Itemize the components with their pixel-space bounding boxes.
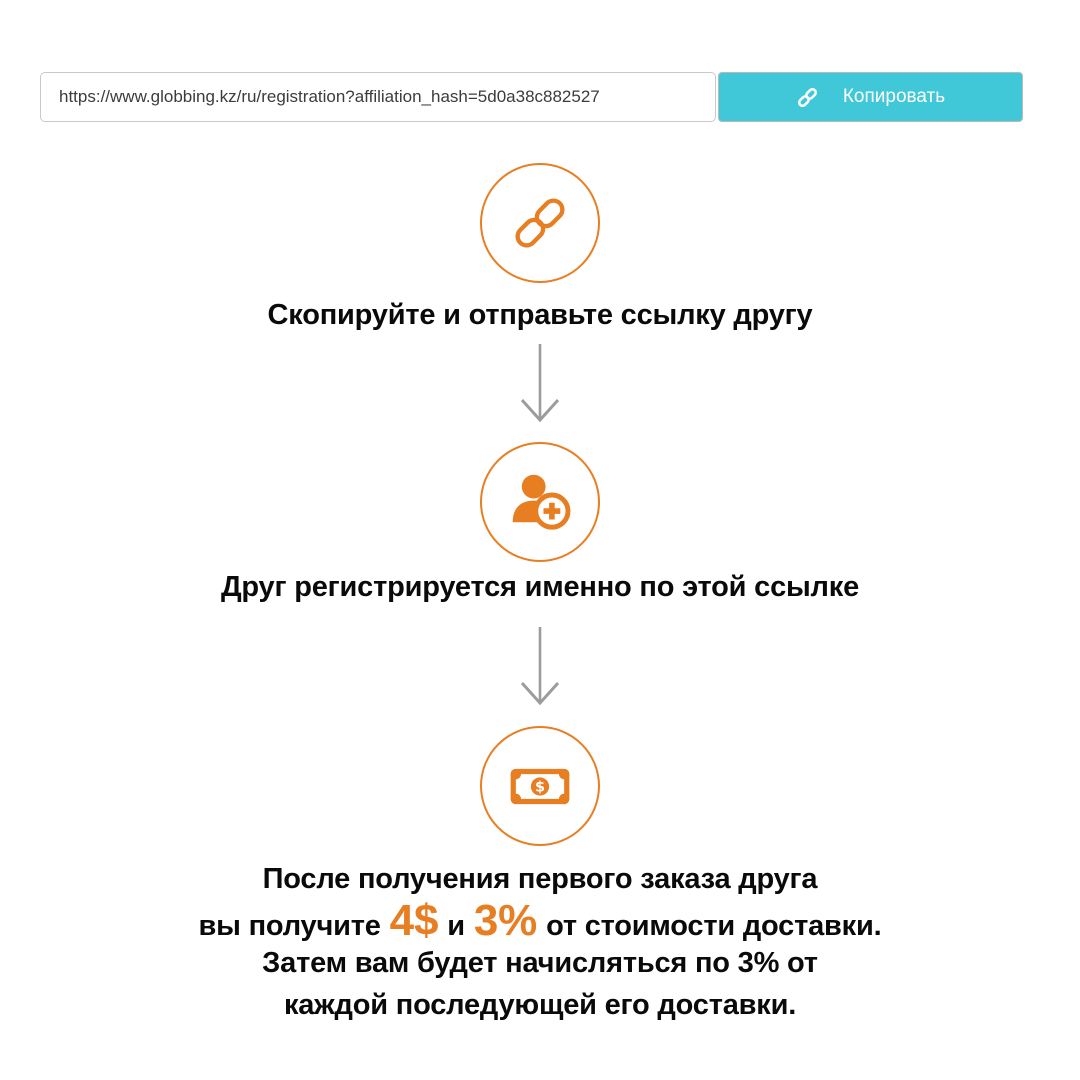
referral-link-bar <box>40 72 1023 122</box>
step3-circle <box>480 726 600 846</box>
note-line-4: каждой последующей его доставки. <box>283 989 797 1021</box>
note-line-1: После получения первого заказа друга <box>262 863 818 895</box>
step2-circle <box>480 442 600 562</box>
arrow-down-icon <box>518 343 562 423</box>
copy-button-label: Копировать <box>842 86 946 107</box>
svg-text:$: $ <box>535 779 545 796</box>
note-line-2 <box>0 896 1080 945</box>
step2-label: Друг регистрируется именно по этой ссылке <box>220 571 860 603</box>
add-user-icon <box>505 467 575 537</box>
note-line-3: Затем вам будет начисляться по 3% от <box>262 947 818 979</box>
copy-button[interactable] <box>718 72 1023 122</box>
note-line2-conjunction: и <box>447 910 465 942</box>
link-icon <box>509 192 571 254</box>
step3-description <box>0 858 1080 1026</box>
step1-circle <box>480 163 600 283</box>
note-line2-suffix: от стоимости доставки. <box>546 910 882 942</box>
step1-label: Скопируйте и отправьте ссылку другу <box>267 299 813 331</box>
reward-dollar-highlight: 4$ <box>389 896 439 945</box>
money-icon <box>510 768 570 805</box>
note-line2-prefix: вы получите <box>198 910 381 942</box>
reward-percent-highlight: 3% <box>473 896 538 945</box>
link-icon <box>796 86 819 109</box>
arrow-down-icon <box>518 626 562 706</box>
referral-url-input[interactable] <box>40 72 716 122</box>
